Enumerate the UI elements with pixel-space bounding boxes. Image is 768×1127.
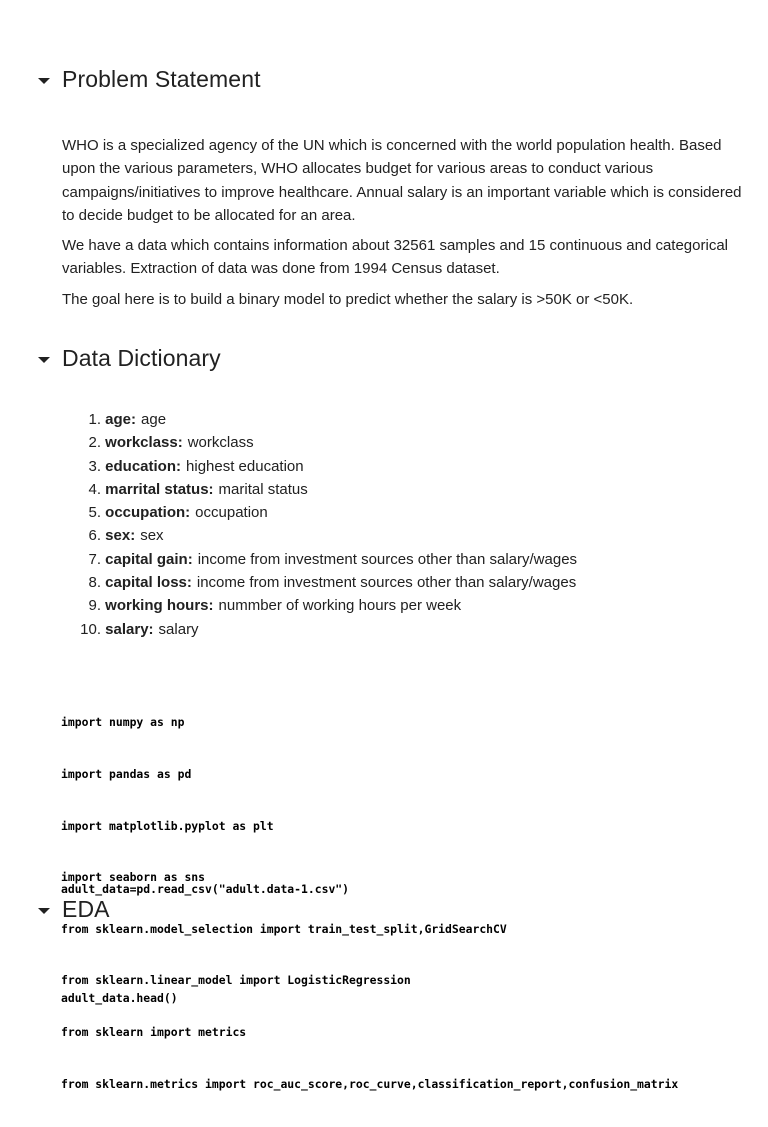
caret-down-icon[interactable] <box>38 357 50 363</box>
caret-down-icon[interactable] <box>38 78 50 84</box>
list-item: 10. salary: salary <box>80 620 199 638</box>
code-line: import numpy as np <box>61 715 185 730</box>
code-line: from sklearn.metrics import roc_auc_score,roc_curve,classification_report,confusion_matrix <box>61 1076 679 1091</box>
section-header-eda[interactable] <box>38 896 110 923</box>
code-line: adult_data.head() <box>61 991 178 1006</box>
section-title: Problem Statement <box>62 66 261 92</box>
list-item: 1. age: age <box>88 411 167 428</box>
code-line: from sklearn import metrics <box>61 1025 247 1040</box>
section-title: EDA <box>62 896 110 922</box>
list-item: 8. capital loss: income from investment sources other than salary/wages <box>88 574 577 592</box>
problem-paragraph-1: WHO is a specialized agency of the UN which is concerned with the world population health. Based upon the various parameters, WHO allocates budget for various areas to conduct various campaigns/initiatives to improve healthcare. Annual salary is an important variable which is considered to decide budget to be allocated for an area. <box>62 137 742 224</box>
list-item: 2. workclass: workclass <box>88 434 254 452</box>
list-item: 3. education: highest education <box>88 457 304 475</box>
code-cell-head[interactable] <box>61 956 178 1042</box>
list-item: 9. working hours: nummber of working hours per week <box>88 597 462 615</box>
problem-paragraph-2: We have a data which contains information about 32561 samples and 15 continuous and categorical variables. Extraction of data was done from 1994 Census dataset. <box>62 237 728 278</box>
section-header-data-dictionary[interactable] <box>38 345 221 372</box>
list-item: 7. capital gain: income from investment sources other than salary/wages <box>88 550 578 568</box>
problem-paragraph-3: The goal here is to build a binary model to predict whether the salary is >50K or <50K. <box>62 291 634 308</box>
list-item: 5. occupation: occupation <box>88 504 268 522</box>
data-dictionary-list <box>62 408 577 641</box>
list-item: 6. sex: sex <box>88 527 164 545</box>
code-line: import pandas as pd <box>61 767 192 782</box>
section-title: Data Dictionary <box>62 345 221 371</box>
code-line: adult_data=pd.read_csv("adult.data-1.csv") <box>61 882 350 897</box>
code-line: from sklearn.model_selection import train_test_split,GridSearchCV <box>61 921 507 936</box>
caret-down-icon[interactable] <box>38 908 50 914</box>
code-line: from sklearn.linear_model import LogisticRegression <box>61 973 411 988</box>
code-line: import seaborn as sns <box>61 870 206 885</box>
section-header-problem-statement[interactable] <box>38 66 261 93</box>
list-item: 4. marrital status: marital status <box>88 480 308 498</box>
code-line: import matplotlib.pyplot as plt <box>61 818 274 833</box>
